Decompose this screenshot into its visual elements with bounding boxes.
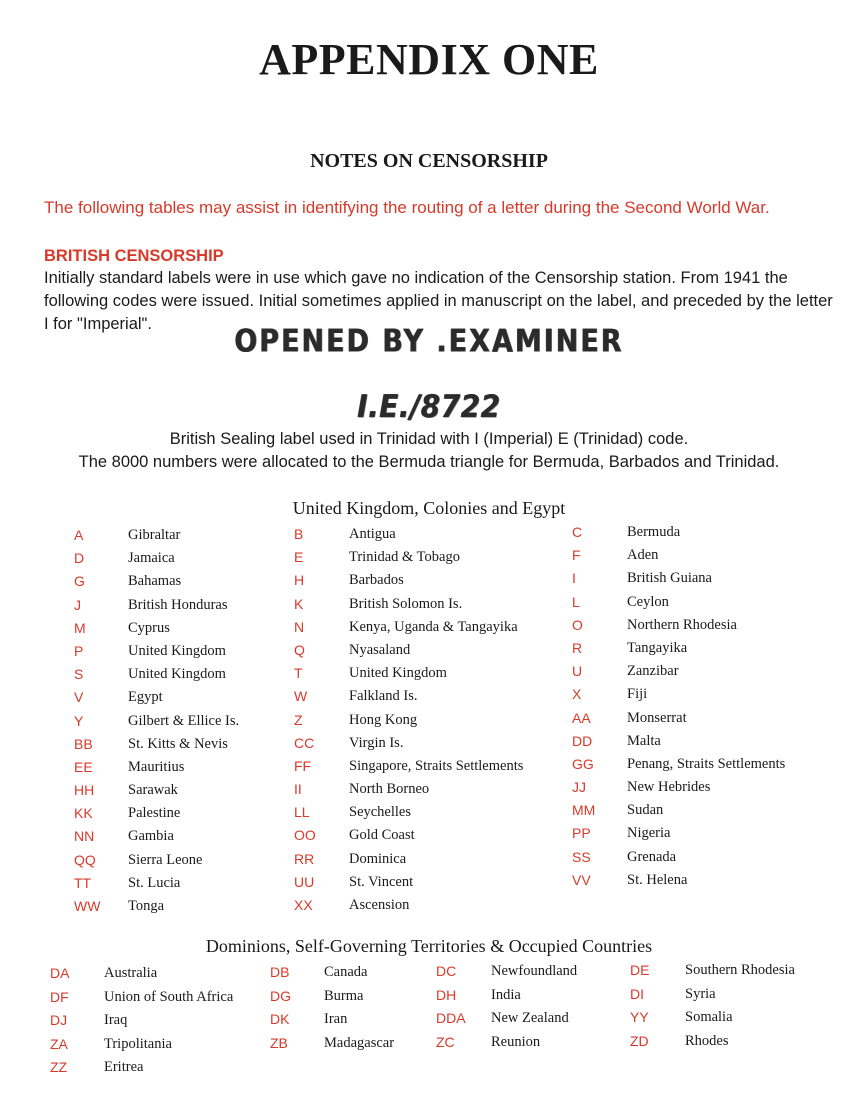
censor-code: G [74, 573, 85, 590]
territory-name: Egypt [128, 689, 163, 706]
censor-code: DH [436, 986, 457, 1003]
censor-code: ZZ [50, 1059, 68, 1075]
territory-name: Palestine [128, 805, 181, 822]
censor-code: DC [436, 963, 457, 979]
censor-code: X [572, 686, 582, 703]
dominions-table-heading: Dominions, Self-Governing Territories & Occupied Countries [205, 936, 653, 956]
territory-name: Syria [685, 985, 716, 1002]
territory-name: Virgin Is. [349, 734, 404, 751]
territory-name: Southern Rhodesia [685, 962, 795, 978]
territory-name: Sierra Leone [128, 851, 203, 868]
territory-name: St. Vincent [349, 873, 414, 890]
territory-name: Gold Coast [349, 827, 415, 844]
censor-code: DF [50, 988, 69, 1005]
territory-name: Trinidad & Tobago [349, 549, 460, 566]
censor-code: CC [294, 734, 315, 751]
territory-name: Madagascar [324, 1034, 395, 1051]
censor-code: P [74, 642, 84, 659]
territory-name: North Borneo [349, 781, 430, 798]
territory-name: Hong Kong [349, 711, 418, 728]
territory-name: St. Lucia [128, 874, 181, 891]
censor-code: OO [294, 827, 316, 844]
censor-code: O [572, 616, 583, 633]
censor-code: SS [572, 848, 591, 865]
examiner-stamp-code: I.E./8722 [357, 388, 501, 425]
territory-name: Sudan [627, 802, 664, 819]
territory-name: Nyasaland [349, 641, 411, 658]
territory-name: Antigua [349, 526, 396, 542]
territory-name: Australia [104, 965, 158, 981]
censor-code: H [294, 572, 305, 589]
censor-code: ZC [436, 1033, 455, 1050]
censor-code: UU [294, 873, 315, 890]
territory-name: Gibraltar [128, 527, 181, 543]
territory-name: Kenya, Uganda & Tangayika [349, 618, 518, 635]
territory-name: St. Kitts & Nevis [128, 735, 228, 752]
territory-name: Tripolitania [104, 1035, 172, 1052]
territory-name: Iraq [104, 1012, 128, 1028]
censor-code: DB [270, 964, 290, 980]
censor-code: K [294, 595, 304, 612]
territory-name: Rhodes [685, 1032, 729, 1049]
censor-code: B [294, 526, 304, 542]
territory-name: St. Helena [627, 871, 688, 888]
territory-name: New Hebrides [627, 779, 711, 796]
censor-code: DDA [436, 1010, 466, 1026]
censor-code: S [74, 666, 84, 683]
censor-code: L [572, 593, 580, 610]
territory-name: Union of South Africa [104, 988, 234, 1005]
territory-name: Somalia [685, 1009, 733, 1025]
censor-code: XX [294, 897, 313, 913]
censor-code: A [74, 527, 84, 543]
censor-code: II [294, 781, 302, 798]
territory-name: Tangayika [627, 639, 688, 656]
censor-code: WW [74, 898, 101, 914]
territory-name: Burma [324, 987, 364, 1004]
territory-name: Northern Rhodesia [627, 616, 737, 633]
territory-name: Dominica [349, 850, 407, 867]
censor-code: AA [572, 709, 591, 726]
territory-name: United Kingdom [128, 642, 226, 659]
censor-code: DJ [50, 1012, 68, 1028]
censor-code: Y [74, 712, 84, 729]
territory-name: Penang, Straits Settlements [627, 755, 786, 772]
censor-code: ZB [270, 1034, 288, 1051]
censor-code: F [572, 547, 581, 564]
censor-code: Z [294, 711, 303, 728]
british-censorship-body: Initially standard labels were in use which gave no indication of the Censorship station. From 1941 the following codes were issued. Initial sometimes applied in manuscript on the label, and preceded by the letter I for "Imperial". [44, 269, 833, 333]
censor-code: BB [74, 735, 93, 752]
censor-code: JJ [572, 779, 586, 796]
censor-code: RR [294, 850, 315, 867]
british-censorship-heading: BRITISH CENSORSHIP [44, 247, 224, 265]
censor-code: QQ [74, 851, 96, 868]
censor-code: NN [74, 828, 95, 845]
territory-name: Ascension [349, 897, 410, 913]
territory-name: Malta [627, 732, 661, 749]
censor-code: DK [270, 1011, 290, 1027]
territory-name: Cyprus [128, 619, 170, 636]
censor-code: C [572, 524, 583, 540]
caption-line-1: British Sealing label used in Trinidad with I (Imperial) E (Trinidad) code. [169, 430, 689, 448]
territory-name: Newfoundland [491, 963, 578, 979]
territory-name: Gambia [128, 828, 174, 845]
territory-name: Singapore, Straits Settlements [349, 757, 524, 774]
territory-name: New Zealand [491, 1010, 569, 1026]
censor-code: Q [294, 641, 305, 658]
censor-code: DA [50, 965, 70, 981]
censor-code: EE [74, 758, 93, 775]
censor-code: TT [74, 874, 92, 891]
censor-code: E [294, 549, 304, 566]
censor-code: W [294, 688, 308, 705]
caption-line-2: The 8000 numbers were allocated to the Bermuda triangle for Bermuda, Barbados and Trinidad. [78, 453, 780, 471]
censor-code: DG [270, 987, 291, 1004]
territory-name: India [491, 986, 521, 1003]
censor-code: DI [630, 985, 644, 1002]
territory-name: Jamaica [128, 550, 175, 567]
censor-code: T [294, 665, 303, 682]
territory-name: Barbados [349, 572, 404, 589]
territory-name: Tonga [128, 898, 165, 914]
censor-code: LL [294, 804, 310, 821]
censor-code: M [74, 619, 86, 636]
territory-name: Grenada [627, 848, 677, 865]
territory-name: Eritrea [104, 1059, 144, 1075]
censor-code: KK [74, 805, 93, 822]
territory-name: British Guiana [627, 570, 712, 587]
territory-name: British Solomon Is. [349, 595, 463, 612]
territory-name: Reunion [491, 1033, 541, 1050]
censor-code: DD [572, 732, 593, 749]
territory-name: Mauritius [128, 758, 185, 775]
censor-code: I [572, 570, 576, 587]
territory-name: United Kingdom [128, 666, 226, 683]
page-title: APPENDIX ONE [259, 35, 599, 84]
censor-code: R [572, 639, 583, 656]
censor-code: GG [572, 755, 594, 772]
territory-name: Ceylon [627, 593, 669, 610]
territory-name: Bermuda [627, 524, 681, 540]
territory-name: Seychelles [349, 804, 412, 821]
territory-name: United Kingdom [349, 665, 447, 682]
uk-table-heading: United Kingdom, Colonies and Egypt [292, 498, 566, 518]
territory-name: Canada [324, 964, 368, 980]
censor-code: J [74, 596, 81, 613]
territory-name: British Honduras [128, 596, 228, 613]
censor-code: HH [74, 782, 95, 799]
censor-code: ZD [630, 1032, 649, 1049]
intro-text: The following tables may assist in identifying the routing of a letter during the Second World War. [44, 198, 770, 217]
censor-code: V [74, 689, 84, 706]
territory-name: Iran [324, 1011, 348, 1027]
censor-code: U [572, 663, 583, 680]
territory-name: Aden [627, 547, 659, 564]
territory-name: Sarawak [128, 782, 178, 799]
censor-code: VV [572, 871, 591, 888]
censor-code: YY [630, 1009, 649, 1025]
territory-name: Gilbert & Ellice Is. [128, 712, 240, 729]
territory-name: Zanzibar [627, 663, 679, 680]
page-subtitle: NOTES ON CENSORSHIP [310, 150, 548, 172]
territory-name: Nigeria [627, 825, 671, 842]
censor-code: ZA [50, 1035, 68, 1052]
territory-name: Monserrat [627, 709, 687, 726]
censor-code: D [74, 550, 85, 567]
territory-name: Bahamas [128, 573, 182, 590]
censor-code: PP [572, 825, 591, 842]
censor-code: DE [630, 962, 650, 978]
territory-name: Falkland Is. [349, 688, 418, 705]
censor-code: N [294, 618, 305, 635]
examiner-stamp-text: OPENED BY .EXAMINER [234, 323, 624, 360]
territory-name: Fiji [627, 686, 648, 703]
censor-code: FF [294, 757, 312, 774]
censor-code: MM [572, 802, 596, 819]
